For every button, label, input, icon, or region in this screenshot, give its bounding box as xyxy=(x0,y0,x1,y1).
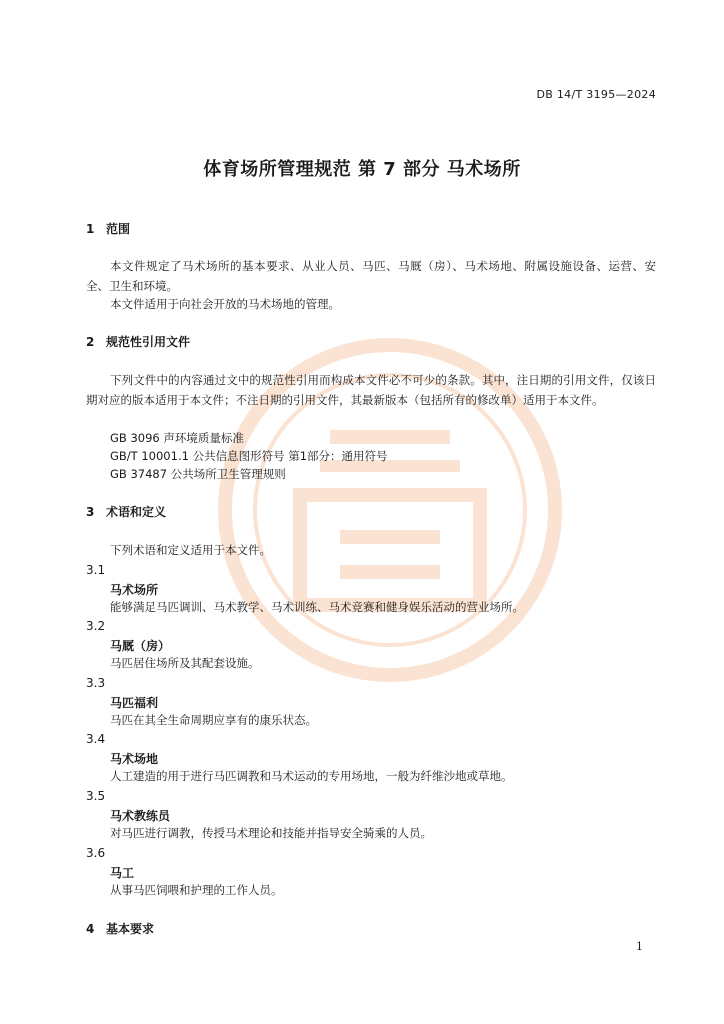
term-definition: 马匹居住场所及其配套设施。 xyxy=(110,656,260,670)
term-number: 3.3 xyxy=(86,676,106,690)
paragraph: 下列术语和定义适用于本文件。 xyxy=(110,543,271,557)
section-title: 基本要求 xyxy=(106,922,155,936)
term-definition: 能够满足马匹调训、马术教学、马术训练、马术竞赛和健身娱乐活动的营业场所。 xyxy=(110,600,524,614)
term-name: 马术教练员 xyxy=(110,809,171,823)
paragraph: 本文件规定了马术场所的基本要求、从业人员、马匹、马厩（房）、马术场地、附属设施设备、运营、安全、卫生和环境。 xyxy=(86,259,656,293)
term-number: 3.4 xyxy=(86,732,106,746)
term-name: 马匹福利 xyxy=(110,696,159,710)
term-number: 3.2 xyxy=(86,619,106,633)
document-title: 体育场所管理规范 第 7 部分 马术场所 xyxy=(203,159,521,180)
term-number: 3.1 xyxy=(86,563,106,577)
standard-code: DB 14/T 3195—2024 xyxy=(536,88,656,101)
section-number: 1 xyxy=(86,222,95,236)
term-name: 马工 xyxy=(110,866,135,880)
section-3-heading xyxy=(86,503,166,520)
reference-item: GB 3096 声环境质量标准 xyxy=(110,431,244,445)
term-name: 马术场所 xyxy=(110,583,159,597)
section-number: 4 xyxy=(86,922,95,936)
term-name: 马术场地 xyxy=(110,752,159,766)
section-4-heading xyxy=(86,920,154,937)
section-1-heading xyxy=(86,220,130,237)
term-definition: 马匹在其全生命周期应享有的康乐状态。 xyxy=(110,713,317,727)
term-number: 3.5 xyxy=(86,789,106,803)
section-number: 2 xyxy=(86,335,95,349)
term-number: 3.6 xyxy=(86,846,106,860)
section-title: 范围 xyxy=(106,222,131,236)
section-number: 3 xyxy=(86,505,95,519)
page-number: 1 xyxy=(636,940,643,953)
section-title: 术语和定义 xyxy=(106,505,167,519)
term-name: 马厩（房） xyxy=(110,639,171,653)
paragraph: 本文件适用于向社会开放的马术场地的管理。 xyxy=(110,297,340,311)
reference-item: GB 37487 公共场所卫生管理规则 xyxy=(110,467,286,481)
reference-item: GB/T 10001.1 公共信息图形符号 第1部分：通用符号 xyxy=(110,449,388,463)
term-definition: 从事马匹饲喂和护理的工作人员。 xyxy=(110,883,283,897)
term-definition: 对马匹进行调教，传授马术理论和技能并指导安全骑乘的人员。 xyxy=(110,826,432,840)
section-title: 规范性引用文件 xyxy=(106,335,191,349)
term-definition: 人工建造的用于进行马匹调教和马术运动的专用场地，一般为纤维沙地或草地。 xyxy=(110,769,513,783)
section-2-heading xyxy=(86,333,190,350)
paragraph: 下列文件中的内容通过文中的规范性引用而构成本文件必不可少的条款。其中，注日期的引用文件，仅该日期对应的版本适用于本文件；不注日期的引用文件，其最新版本（包括所有的修改单）适用于本文件。 xyxy=(86,373,656,407)
